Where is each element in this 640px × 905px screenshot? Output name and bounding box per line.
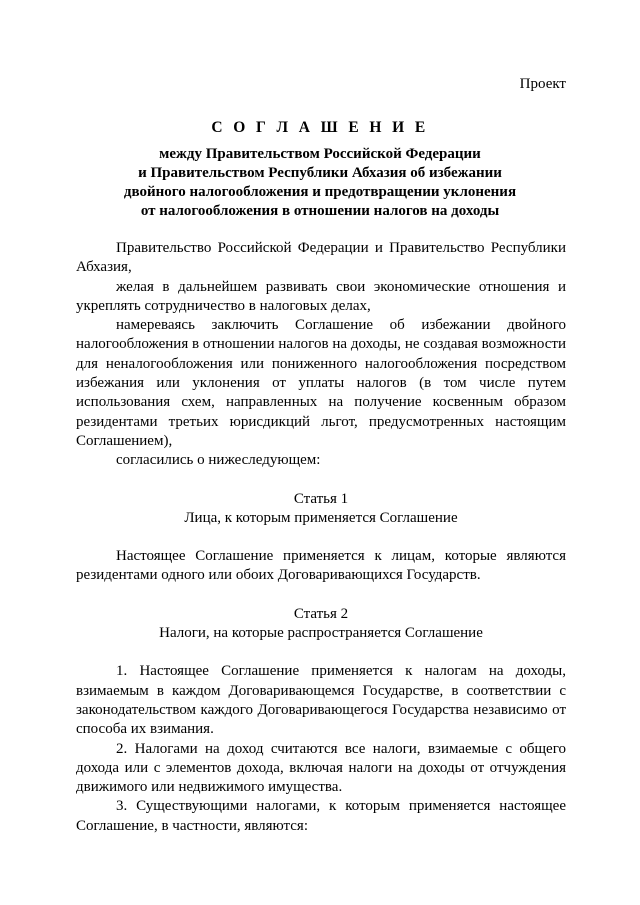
spacer: [76, 586, 566, 605]
preamble-paragraph: намереваясь заключить Соглашение об избежании двойного налогообложения в отношении налогов на доходы, не создавая возможности для неналогообложения или пониженного налогообложения посредством избежания или уклонения от уплаты налогов (в том числе путем использования схем, направленных на получение косвенным образом резидентами третьих юрисдикций льгот, предусмотренных настоящим Соглашением),: [76, 317, 566, 449]
article-paragraph: 3. Существующими налогами, к которым применяется настоящее Соглашение, в частности, являются:: [76, 798, 566, 834]
article-number: Статья 1: [293, 490, 349, 507]
draft-label: Проект: [519, 76, 566, 92]
document-title: С О Г Л А Ш Е Н И Е: [211, 119, 429, 136]
subtitle-line: и Правительством Республики Абхазия об избежании: [138, 165, 502, 181]
article-paragraph: 2. Налогами на доход считаются все налоги, взимаемые с общего дохода или с элементов дохода, включая налоги на доходы от отчуждения движимого или недвижимого имущества.: [76, 740, 566, 796]
spacer: [76, 471, 566, 490]
article-heading: Лица, к которым применяется Соглашение: [184, 509, 458, 526]
document-body: [76, 239, 566, 836]
preamble-paragraph: желая в дальнейшем развивать свои экономические отношения и укреплять сотрудничество в налоговых делах,: [76, 278, 566, 314]
document-subtitle: [0, 145, 640, 221]
article-paragraph: Настоящее Соглашение применяется к лицам, которые являются резидентами одного или обоих Договаривающихся Государств.: [76, 548, 566, 584]
article-number: Статья 2: [293, 605, 349, 622]
subtitle-line: от налогообложения в отношении налогов на доходы: [140, 203, 500, 219]
subtitle-line: между Правительством Российской Федерации: [159, 146, 481, 162]
spacer: [76, 643, 566, 662]
preamble-paragraph: согласились о нижеследующем:: [116, 452, 321, 469]
spacer: [76, 528, 566, 547]
article-heading: Налоги, на которые распространяется Соглашение: [159, 625, 483, 642]
subtitle-line: двойного налогообложения и предотвращении уклонения: [123, 184, 517, 200]
preamble-paragraph: Правительство Российской Федерации и Правительство Республики Абхазия,: [76, 240, 566, 276]
article-paragraph: 1. Настоящее Соглашение применяется к налогам на доходы, взимаемым в каждом Договаривающемся Государстве, в соответствии с законодательством каждого Договаривающегося Государства независимо от способа их взимания.: [76, 663, 566, 738]
